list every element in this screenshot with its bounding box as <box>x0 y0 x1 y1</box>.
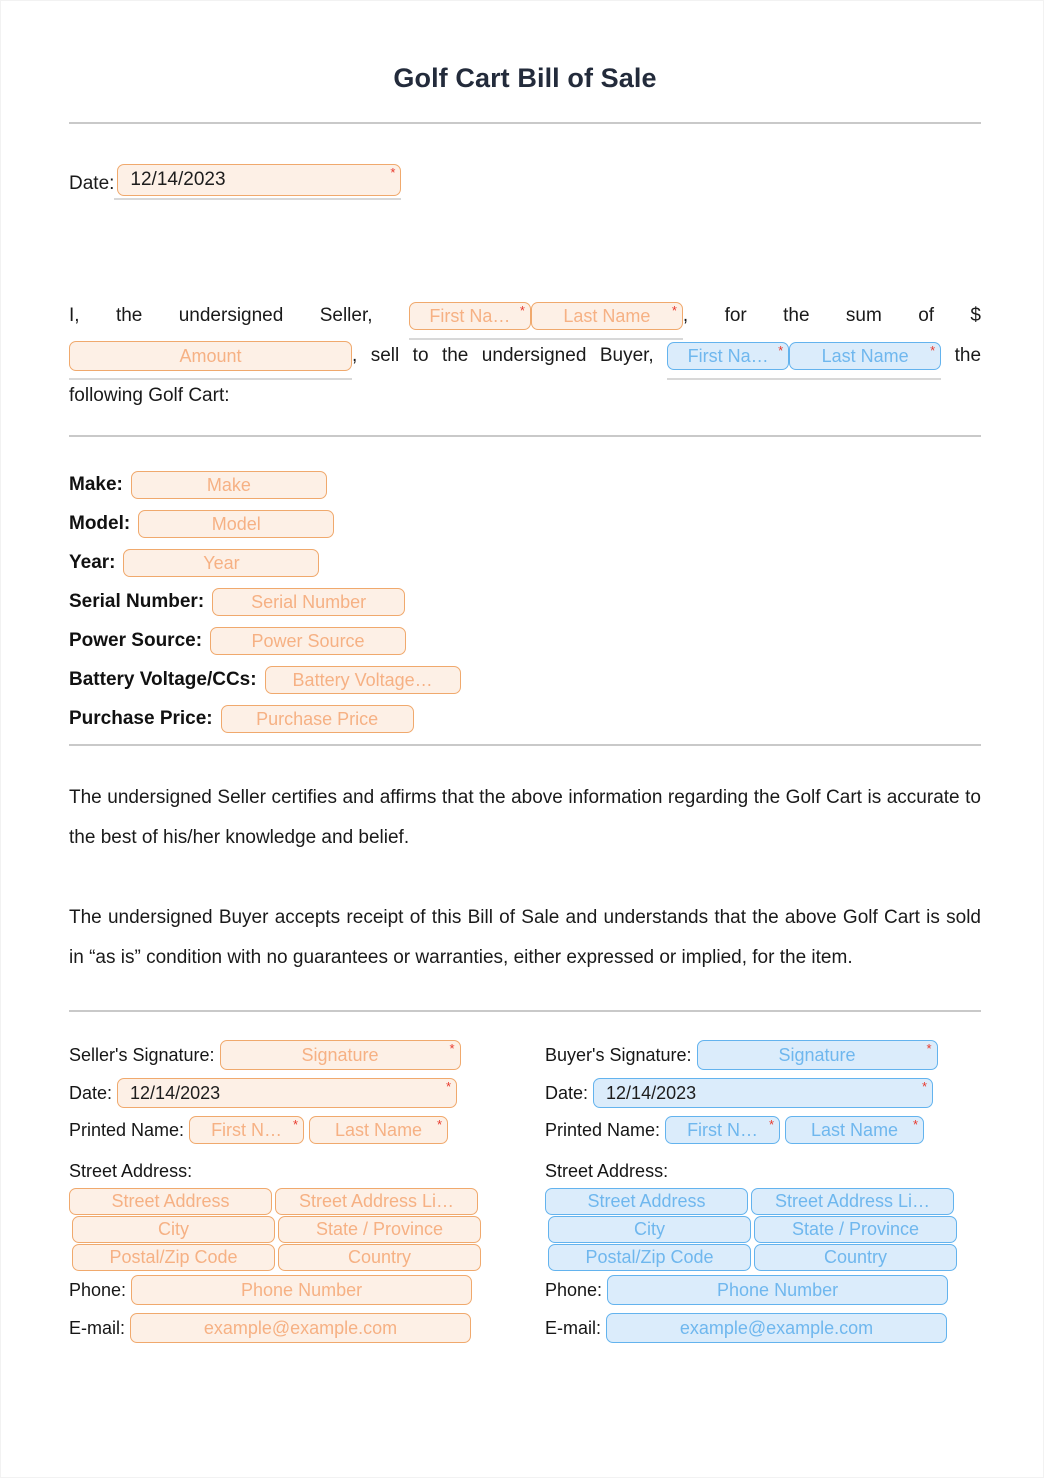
buyer-date-label: Date: <box>545 1082 589 1103</box>
detail-row-model <box>69 510 981 549</box>
intro-text-2: , for the sum of $ <box>682 305 981 327</box>
required-asterisk: * <box>671 302 677 318</box>
detail-row-power-source <box>69 627 981 666</box>
intro-text-1: I, the undersigned Seller, <box>69 305 373 327</box>
buyer-email-label: E-mail: <box>545 1317 602 1338</box>
seller-printed-name-label: Printed Name: <box>69 1119 185 1140</box>
buyer-date-row <box>545 1078 981 1116</box>
seller-address-grid <box>69 1188 505 1272</box>
buyer-acceptance-paragraph: The undersigned Buyer accepts receipt of this Bill of Sale and understands that the above Golf Cart is sold in “as is” condition with no guarantees or warranties, either expressed or implied, for the item. <box>69 907 981 969</box>
buyer-email-input[interactable]: example@example.com <box>606 1313 947 1343</box>
seller-printed-last-name-input[interactable] <box>309 1116 448 1144</box>
buyer-city-input[interactable]: City <box>548 1216 751 1243</box>
seller-first-name-placeholder: First Na… <box>429 305 511 326</box>
top-date-value: 12/14/2023 <box>130 169 226 190</box>
model-label: Model: <box>69 513 131 535</box>
required-asterisk: * <box>913 1117 919 1133</box>
required-asterisk: * <box>930 343 936 358</box>
required-asterisk: * <box>769 1117 775 1133</box>
buyer-street-address-label: Street Address: <box>545 1161 669 1182</box>
seller-signature-placeholder: Signature <box>301 1045 379 1066</box>
seller-date-label: Date: <box>69 1082 113 1103</box>
top-date-row <box>69 164 981 196</box>
page-content <box>69 1 981 1351</box>
buyer-last-name-input[interactable] <box>789 342 941 370</box>
buyer-signature-block <box>545 1040 981 1351</box>
divider-above-signatures <box>69 1010 981 1012</box>
top-date-underline-host <box>114 164 401 196</box>
buyer-last-name-placeholder: Last Name <box>821 346 909 366</box>
seller-date-value: 12/14/2023 <box>130 1083 221 1104</box>
make-label: Make: <box>69 474 123 496</box>
buyer-date-input[interactable] <box>593 1078 933 1108</box>
battery-voltage-label: Battery Voltage/CCs: <box>69 669 257 691</box>
intro-paragraph <box>69 296 981 416</box>
seller-first-name-input[interactable] <box>409 302 531 330</box>
buyer-first-name-placeholder: First Na… <box>687 346 769 366</box>
year-input[interactable]: Year <box>123 549 319 577</box>
buyer-signature-input[interactable] <box>697 1040 938 1070</box>
buyer-first-name-input[interactable] <box>667 342 789 370</box>
detail-row-year <box>69 549 981 588</box>
signature-section <box>69 1040 981 1351</box>
seller-last-name-input[interactable] <box>531 302 683 330</box>
buyer-printed-first-name-placeholder: First N… <box>687 1120 759 1141</box>
seller-printed-first-name-placeholder: First N… <box>211 1120 283 1141</box>
seller-phone-input[interactable]: Phone Number <box>131 1275 472 1305</box>
seller-signature-label: Seller's Signature: <box>69 1044 215 1065</box>
seller-city-input[interactable]: City <box>72 1216 275 1243</box>
divider-under-title <box>69 122 981 124</box>
required-asterisk: * <box>437 1117 443 1133</box>
seller-state-input[interactable]: State / Province <box>278 1216 481 1243</box>
seller-date-input[interactable] <box>117 1078 457 1108</box>
top-date-label: Date: <box>69 173 115 194</box>
required-asterisk: * <box>445 1079 452 1095</box>
amount-input[interactable]: Amount <box>69 341 352 371</box>
required-asterisk: * <box>778 343 784 358</box>
buyer-address-line1-input[interactable]: Street Address <box>545 1188 748 1215</box>
seller-printed-last-name-placeholder: Last Name <box>335 1120 423 1141</box>
battery-voltage-input[interactable]: Battery Voltage… <box>265 666 461 694</box>
serial-number-label: Serial Number: <box>69 591 205 613</box>
seller-name-underline-host <box>409 296 683 336</box>
seller-country-input[interactable]: Country <box>278 1244 481 1271</box>
buyer-signature-row <box>545 1040 981 1078</box>
model-input[interactable]: Model <box>138 510 334 538</box>
purchase-price-input[interactable]: Purchase Price <box>221 705 414 733</box>
required-asterisk: * <box>449 1041 455 1057</box>
seller-street-address-label: Street Address: <box>69 1161 193 1182</box>
serial-number-input[interactable]: Serial Number <box>212 588 405 616</box>
power-source-input[interactable]: Power Source <box>210 627 406 655</box>
buyer-address-line2-input[interactable]: Street Address Li… <box>751 1188 954 1215</box>
required-asterisk: * <box>390 165 396 180</box>
buyer-email-row <box>545 1313 981 1351</box>
top-date-input[interactable] <box>117 164 401 196</box>
divider-above-certification <box>69 744 981 746</box>
make-input[interactable]: Make <box>131 471 327 499</box>
detail-row-purchase-price <box>69 705 981 744</box>
year-label: Year: <box>69 552 116 574</box>
buyer-country-input[interactable]: Country <box>754 1244 957 1271</box>
seller-signature-row <box>69 1040 505 1078</box>
power-source-label: Power Source: <box>69 630 203 652</box>
buyer-printed-first-name-input[interactable] <box>665 1116 780 1144</box>
buyer-phone-label: Phone: <box>545 1279 603 1300</box>
seller-address-line2-input[interactable]: Street Address Li… <box>275 1188 478 1215</box>
intro-text-3: , sell to the undersigned Buyer, <box>352 345 654 367</box>
page-title: Golf Cart Bill of Sale <box>393 63 657 93</box>
required-asterisk: * <box>921 1079 928 1095</box>
cart-details-section <box>69 471 981 744</box>
buyer-name-underline-host <box>667 336 941 376</box>
buyer-state-input[interactable]: State / Province <box>754 1216 957 1243</box>
seller-address-line1-input[interactable]: Street Address <box>69 1188 272 1215</box>
buyer-printed-name-label: Printed Name: <box>545 1119 661 1140</box>
seller-date-row <box>69 1078 505 1116</box>
buyer-signature-label: Buyer's Signature: <box>545 1044 692 1065</box>
seller-postal-code-input[interactable]: Postal/Zip Code <box>72 1244 275 1271</box>
seller-phone-row <box>69 1275 505 1313</box>
intro-text-4: the following Golf Cart: <box>69 345 982 407</box>
buyer-printed-name-row <box>545 1116 981 1154</box>
required-asterisk: * <box>519 302 525 318</box>
seller-phone-label: Phone: <box>69 1279 127 1300</box>
seller-email-input[interactable]: example@example.com <box>130 1313 471 1343</box>
amount-underline-host <box>69 336 352 376</box>
buyer-printed-last-name-input[interactable] <box>785 1116 924 1144</box>
seller-certification-paragraph: The undersigned Seller certifies and affirms that the above information regarding the Golf Cart is accurate to the best of his/her knowledge and belief. <box>69 787 981 849</box>
detail-row-serial-number <box>69 588 981 627</box>
required-asterisk: * <box>926 1041 932 1057</box>
required-asterisk: * <box>293 1117 299 1133</box>
seller-email-row <box>69 1313 505 1351</box>
buyer-postal-code-input[interactable]: Postal/Zip Code <box>548 1244 751 1271</box>
buyer-date-value: 12/14/2023 <box>606 1083 697 1104</box>
seller-last-name-placeholder: Last Name <box>563 305 651 326</box>
seller-signature-input[interactable] <box>220 1040 461 1070</box>
detail-row-make <box>69 471 981 510</box>
buyer-signature-placeholder: Signature <box>778 1045 856 1066</box>
purchase-price-label: Purchase Price: <box>69 708 213 730</box>
seller-email-label: E-mail: <box>69 1317 126 1338</box>
seller-printed-first-name-input[interactable] <box>189 1116 304 1144</box>
divider-above-details <box>69 435 981 437</box>
buyer-address-grid <box>545 1188 981 1272</box>
seller-printed-name-row <box>69 1116 505 1154</box>
buyer-printed-last-name-placeholder: Last Name <box>811 1120 899 1141</box>
seller-signature-block <box>69 1040 505 1351</box>
buyer-phone-row <box>545 1275 981 1313</box>
detail-row-battery-voltage <box>69 666 981 705</box>
buyer-phone-input[interactable]: Phone Number <box>607 1275 948 1305</box>
